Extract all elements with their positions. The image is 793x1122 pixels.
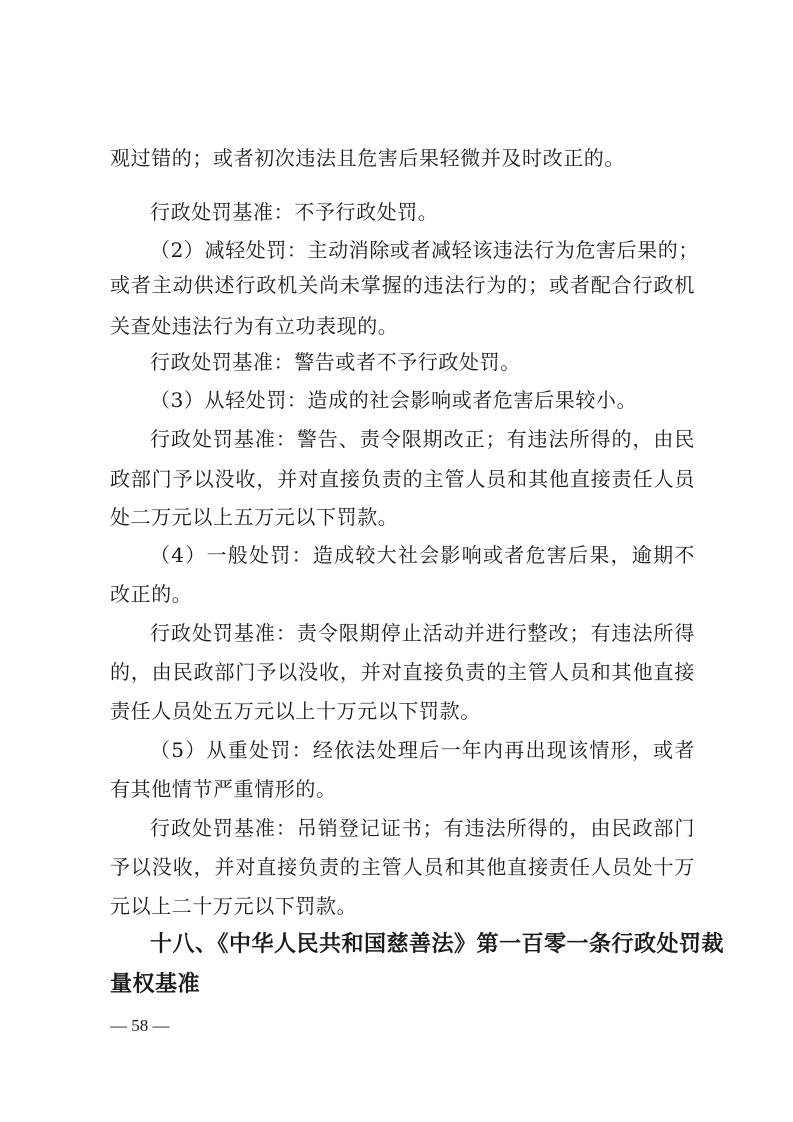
paragraph-line: 观过错的；或者初次违法且危害后果轻微并及时改正的。: [110, 146, 625, 170]
paragraph-line: 行政处罚基准：责令限期停止活动并进行整改；有违法所得: [150, 621, 695, 645]
paragraph-line: 元以上二十万元以下罚款。: [110, 894, 358, 918]
paragraph-line: 的，由民政部门予以没收，并对直接负责的主管人员和其他直接: [110, 660, 695, 684]
paragraph-line: 关查处违法行为有立功表现的。: [110, 314, 399, 338]
paragraph-line: （2）减轻处罚：主动消除或者减轻该违法行为危害后果的；: [150, 238, 699, 262]
paragraph-line: （3）从轻处罚：造成的社会影响或者危害后果较小。: [150, 388, 638, 412]
paragraph-line: 责任人员处五万元以上十万元以下罚款。: [110, 699, 481, 723]
paragraph-line: 有其他情节严重情形的。: [110, 777, 337, 801]
paragraph-line: 行政处罚基准：警告、责令限期改正；有违法所得的，由民: [150, 427, 695, 451]
section-heading-continued: 量权基准: [110, 972, 201, 997]
paragraph-line: 行政处罚基准：警告或者不予行政处罚。: [150, 350, 521, 374]
page-number: — 58 —: [110, 1016, 170, 1035]
paragraph-line: 予以没收，并对直接负责的主管人员和其他直接责任人员处十万: [110, 855, 695, 879]
paragraph-line: 行政处罚基准：吊销登记证书；有违法所得的，由民政部门: [150, 816, 695, 840]
paragraph-line: （4）一般处罚：造成较大社会影响或者危害后果，逾期不: [150, 543, 695, 567]
section-heading: 十八、《中华人民共和国慈善法》第一百零一条行政处罚裁: [150, 932, 725, 957]
paragraph-line: 或者主动供述行政机关尚未掌握的违法行为的；或者配合行政机: [110, 273, 695, 297]
paragraph-line: 处二万元以上五万元以下罚款。: [110, 505, 399, 529]
paragraph-line: （5）从重处罚：经依法处理后一年内再出现该情形，或者: [150, 738, 695, 762]
paragraph-line: 政部门予以没收，并对直接负责的主管人员和其他直接责任人员: [110, 467, 695, 491]
paragraph-line: 改正的。: [110, 582, 193, 606]
paragraph-line: 行政处罚基准：不予行政处罚。: [150, 200, 439, 224]
